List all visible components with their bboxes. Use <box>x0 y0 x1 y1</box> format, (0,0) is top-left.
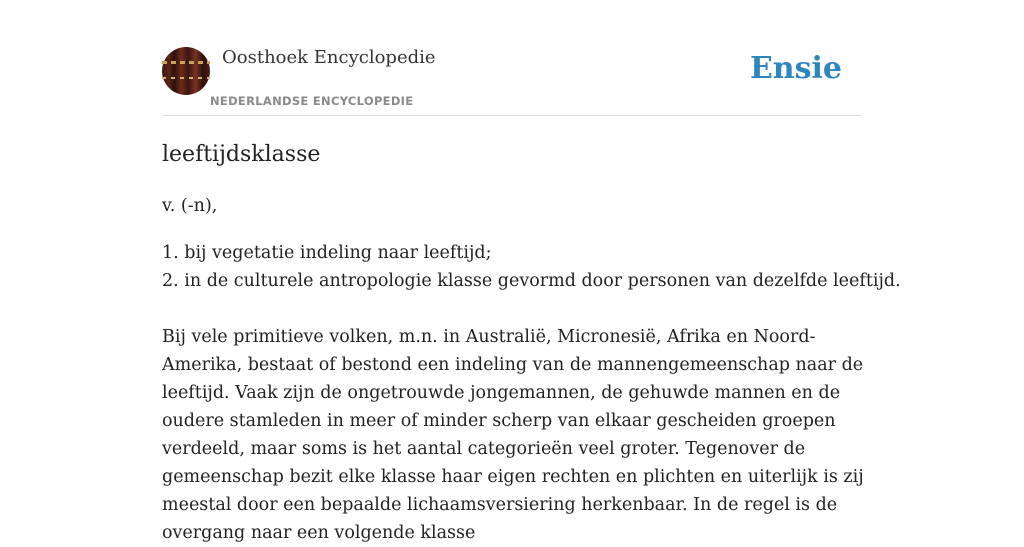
grammar-info: v. (-n), <box>162 196 218 216</box>
site-subtitle: NEDERLANDSE ENCYCLOPEDIE <box>210 94 414 108</box>
site-title[interactable]: Oosthoek Encyclopedie <box>222 47 436 68</box>
entry-body-text: Bij vele primitieve volken, m.n. in Australië, Micronesië, Afrika en Noord-Amerika, bestaat of bestond een indeling van de mannengemeenschap naar de leeftijd. Vaak zijn de ongetrouwde jongemannen, de gehuwde mannen en de oudere stamleden in meer of minder scherp van elkaar gescheiden groepen verdeeld, maar soms is het aantal categorieën veel groter. Tegenover de gemeenschap bezit elke klasse haar eigen rechten en plichten en uiterlijk is zij meestal door een bepaalde lichaamsversiering herkenbaar. In de regel is de overgang naar een volgende klasse <box>162 327 864 543</box>
definition-item: 1. bij vegetatie indeling naar leeftijd; <box>162 243 492 263</box>
page-container <box>162 0 901 543</box>
site-header <box>162 0 862 116</box>
entry-title: leeftijdsklasse <box>162 142 321 167</box>
site-logo-avatar[interactable] <box>162 47 210 95</box>
definition-list <box>162 239 901 295</box>
definition-item: 2. in de culturele antropologie klasse gevormd door personen van dezelfde leeftijd. <box>162 271 901 291</box>
ensie-brand-link[interactable]: Ensie <box>749 51 842 86</box>
